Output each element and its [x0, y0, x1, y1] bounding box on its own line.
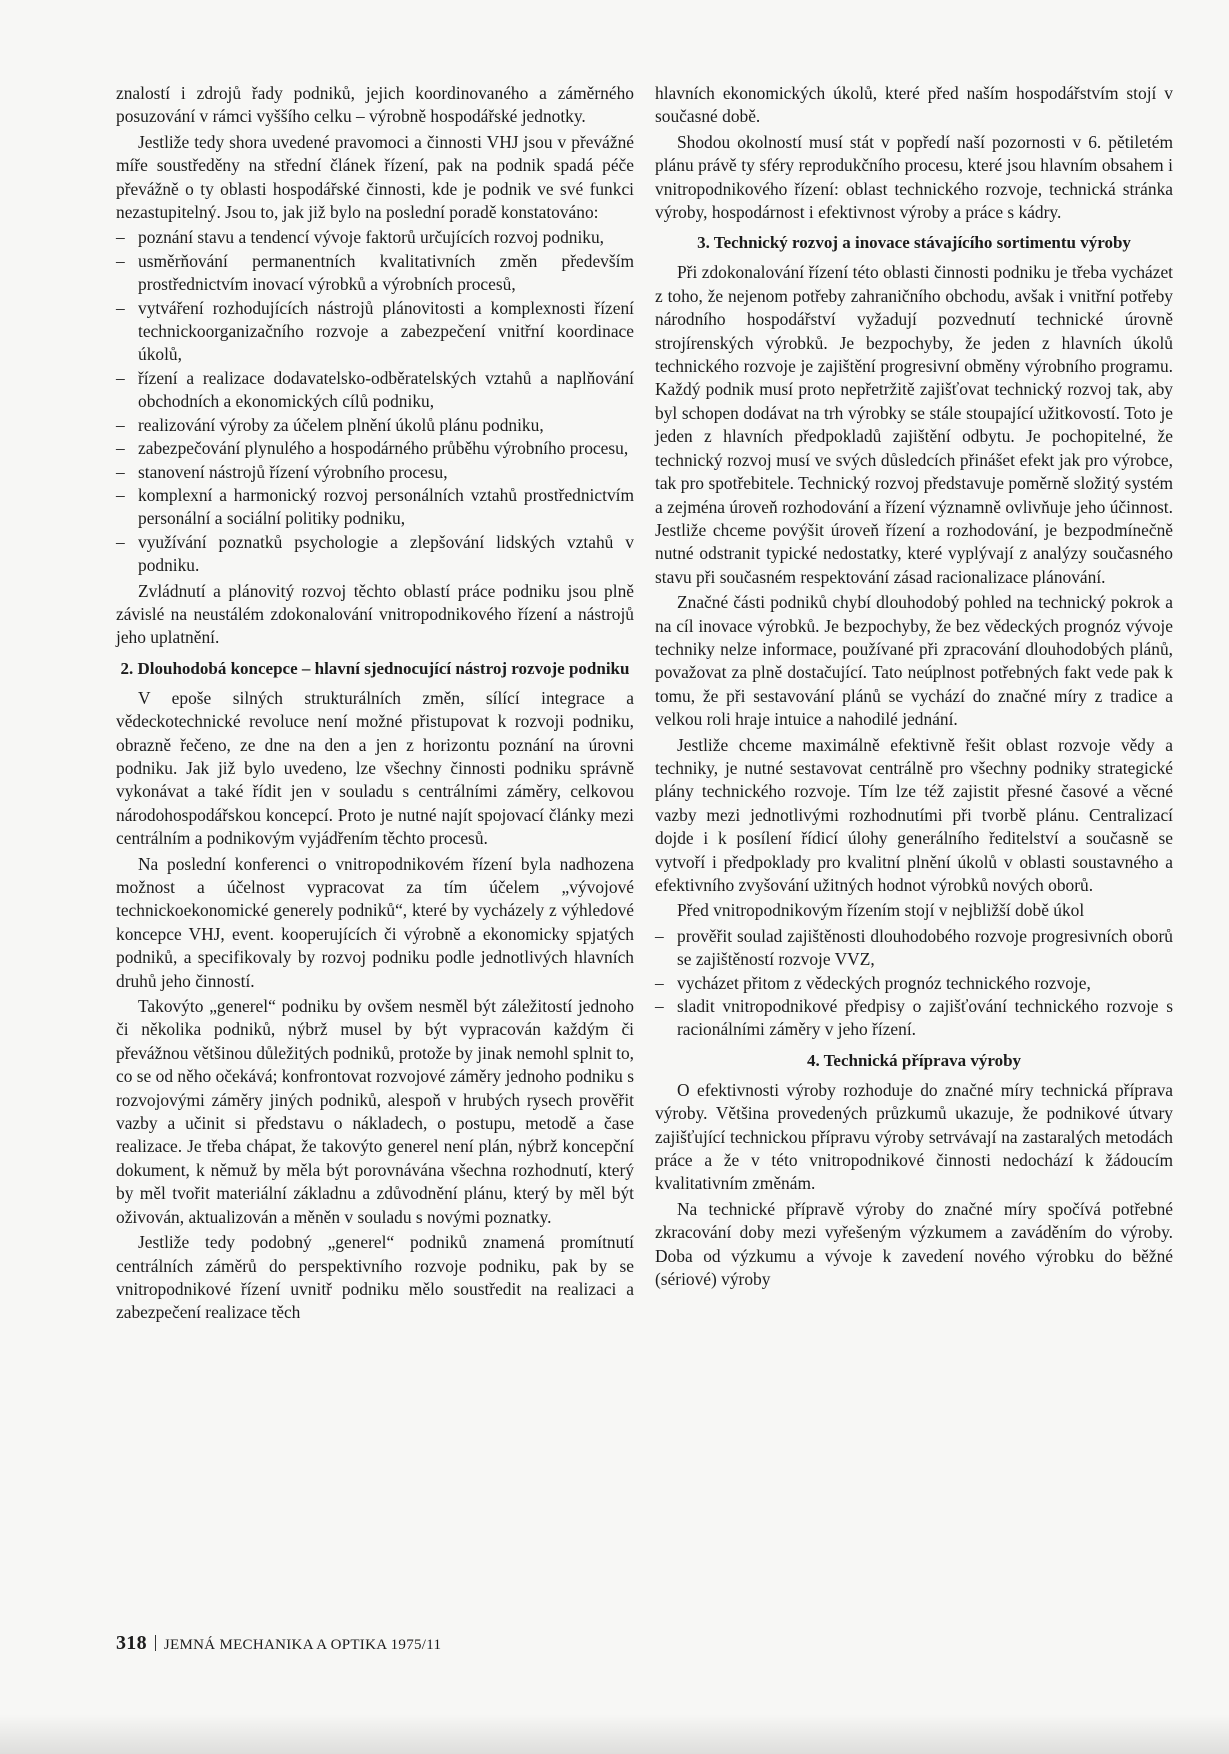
list-item: – vytváření rozhodujících nástrojů plánovitosti a komplexnosti řízení technickoorganizačního rozvoje a zabezpečení vnitřní koordinace úkolů,: [116, 297, 634, 367]
paragraph: Jestliže tedy shora uvedené pravomoci a činnosti VHJ jsou v převážné míře soustředěny na střední článek řízení, pak na podnik spadá péče převážně o ty oblasti hospodářské činnosti, kde je podnik ve své funkci nezastupitelný. Jsou to, jak již bylo na poslední poradě konstatováno:: [116, 131, 634, 223]
page-number: 318: [116, 1632, 147, 1654]
paragraph: Takovýto „generel“ podniku by ovšem nesměl být záležitostí jednoho či několika podniků, nýbrž musel by být vypracován každým či převážnou většinou důležitých podniků, protože by jinak nemohl splnit to, co se od něho očekává; konfrontovat rozvojové záměry jednoho podniku s rozvojovými záměry jiných podniků, alespoň v hrubých rysech prověřit vazby a učinit si představu o nákladech, o postupu, metodě a čase realizace. Je třeba chápat, že takovýto generel není plán, nýbrž koncepční dokument, k němuž by měla být porovnávána všechna rozhodnutí, který by měl tvořit materiální základnu a zdůvodnění plánu, který by měl být oživován, aktualizován a měněn v souladu s novými poznatky.: [116, 996, 634, 1227]
footer-divider: [155, 1635, 156, 1651]
paragraph: V epoše silných strukturálních změn, sílící integrace a vědeckotechnické revoluce není možné přistupovat k rozvoji podniku, obrazně řečeno, ze dne na den a jen z horizontu poznání na úrovni podniku. Jak již bylo uvedeno, lze všechny činnosti podniku správně vykonávat a také řídit jen v souladu s centrálními záměry, celkovou národohospodářskou koncepcí. Proto je nutné najít spojovací články mezi centrálním a podnikovým vyjádřením těchto procesů.: [116, 687, 634, 849]
list-item: – komplexní a harmonický rozvoj personálních vztahů prostřednictvím personální a sociální politiky podniku,: [116, 484, 634, 531]
section-heading: 2. Dlouhodobá koncepce – hlavní sjednocující nástroj rozvoje podniku: [120, 658, 630, 678]
page-footer: [116, 1632, 441, 1655]
paragraph: Značné části podniků chybí dlouhodobý pohled na technický pokrok a na cíl inovace výrobků. Je bezpochyby, že bez vědeckých prognóz vývoje techniky nelze informace, používané při zpracování dlouhodobých plánů, považovat za plně dostačující. Tato neúplnost potřebných fakt vede pak k tomu, že při sestavování plánů se vychází do značné míry z tradice a velkou roli hraje intuice a nahodilé jednání.: [655, 592, 1173, 730]
list-item: – sladit vnitropodnikové předpisy o zajišťování technického rozvoje s racionálními záměry v jeho řízení.: [655, 995, 1173, 1042]
list-item: – řízení a realizace dodavatelsko-odběratelských vztahů a naplňování obchodních a ekonomických cílů podniku,: [116, 367, 634, 414]
paragraph: Před vnitropodnikovým řízením stojí v nejbližší době úkol: [677, 900, 1085, 921]
paragraph: Shodou okolností musí stát v popředí naší pozornosti v 6. pětiletém plánu právě ty sféry reprodukčního procesu, které jsou hlavním obsahem i vnitropodnikového řízení: oblast technického rozvoje, technická stránka výroby, hospodárnost i efektivnost výroby a práce s kádry.: [655, 131, 1173, 223]
section-heading: 3. Technický rozvoj a inovace stávajícího sortimentu výroby: [697, 233, 1131, 253]
list-item: – využívání poznatků psychologie a zlepšování lidských vztahů v podniku.: [116, 531, 634, 578]
list-item: – vycházet přitom z vědeckých prognóz technického rozvoje,: [655, 972, 1173, 995]
paragraph: Jestliže tedy podobný „generel“ podniků znamená promítnutí centrálních záměrů do perspektivního rozvoje podniku, pak by se vnitropodnikové řízení uvnitř podniku mělo soustředit na realizaci a zabezpečení realizace těch: [116, 1232, 634, 1323]
paragraph: hlavních ekonomických úkolů, které před naším hospodářstvím stojí v současné době.: [655, 83, 1173, 127]
paragraph: znalostí i zdrojů řady podniků, jejich koordinovaného a záměrného posuzování v rámci vyššího celku – výrobně hospodářské jednotky.: [116, 83, 634, 127]
list-item: – realizování výroby za účelem plnění úkolů plánu podniku,: [116, 414, 634, 437]
paragraph: Na poslední konferenci o vnitropodnikovém řízení byla nadhozena možnost a účelnost vypracovat za tím účelem „vývojové technickoekonomické generely podniků“, které by vycházely z výhledové koncepce VHJ, event. kooperujících či výrobně a ekonomicky spjatých podniků, a specifikovaly by rozvoj podniku podle jednotlivých hlavních druhů jeho činností.: [116, 853, 634, 991]
paragraph: Při zdokonalování řízení této oblasti činnosti podniku je třeba vycházet z toho, že nejenom potřeby zahraničního obchodu, avšak i vnitřní potřeby národního hospodářství vyžadují pozvednutí technické úrovně strojírenských výrobků. Je bezpochyby, že jeden z hlavních úkolů technického rozvoje je zajištění progresivní obměny výrobního programu. Každý podnik musí proto nepřetržitě zajišťovat technický rozvoj tak, aby byl schopen dodávat na trh výrobky se stále stoupající užitkovostí. Toto je jeden z hlavních předpokladů zajištění odbytu. Je pochopitelné, že technický rozvoj musí ve svých důsledcích přinášet efekt jak pro výrobce, tak pro spotřebitele. Technický rozvoj představuje poměrně složitý systém a zejména úroveň rozhodování a řízení významně ovlivňuje jeho účinnost. Jestliže chceme povýšit úroveň řízení a rozhodování, je bezpodmínečně nutné odstranit typické nedostatky, které vyplývají z analýzy současného stavu při současném respektování zásad racionalizace plánování.: [655, 262, 1173, 587]
bullet-list: [655, 925, 1173, 1042]
list-item: – stanovení nástrojů řízení výrobního procesu,: [116, 461, 634, 484]
list-item: – prověřit soulad zajištěnosti dlouhodobého rozvoje progresivních oborů se zajištěností rozvoje VVZ,: [655, 925, 1173, 972]
bullet-list: [116, 226, 634, 577]
left-column: [116, 82, 634, 1327]
scan-edge-shadow: [0, 1714, 1229, 1754]
journal-title: JEMNÁ MECHANIKA A OPTIKA 1975/11: [163, 1637, 442, 1653]
right-column: [655, 82, 1173, 1294]
section-heading: 4. Technická příprava výroby: [806, 1050, 1022, 1070]
paragraph: Jestliže chceme maximálně efektivně řešit oblast rozvoje vědy a techniky, je nutné sestavovat centrálně pro všechny podniky strategické plány technického rozvoje. Tím lze též zajistit přesné časové a věcné vazby mezi jednotlivými rozhodnutími při tvorbě plánu. Centralizací dojde i k posílení řídicí úlohy generálního ředitelství a současně se vytvoří i předpoklady pro kvalitní plnění úkolů v oblasti soustavného a efektivního zvyšování užitných hodnot výrobků nových oborů.: [655, 734, 1173, 895]
paragraph: Zvládnutí a plánovitý rozvoj těchto oblastí práce podniku jsou plně závislé na neustálém zdokonalování vnitropodnikového řízení a nástrojů jeho uplatnění.: [116, 580, 634, 648]
list-item: – zabezpečování plynulého a hospodárného průběhu výrobního procesu,: [116, 437, 634, 460]
list-item: – poznání stavu a tendencí vývoje faktorů určujících rozvoj podniku,: [116, 226, 634, 249]
list-item: – usměrňování permanentních kvalitativních změn především prostřednictvím inovací výrobků a výrobních procesů,: [116, 250, 634, 297]
paragraph: Na technické přípravě výroby do značné míry spočívá potřebné zkracování doby mezi vyřešeným výzkumem a zaváděním do výroby. Doba od výzkumu a vývoje k zavedení nového výrobku do běžné (sériové) výroby: [655, 1198, 1173, 1290]
paragraph: O efektivnosti výroby rozhoduje do značné míry technická příprava výroby. Většina provedených průzkumů ukazuje, že podnikové útvary zajišťující technickou přípravu výroby setrvávají na zastaralých metodách práce a že v této vnitropodnikové činnosti nedochází k žádoucím kvalitativním změnám.: [655, 1079, 1173, 1194]
